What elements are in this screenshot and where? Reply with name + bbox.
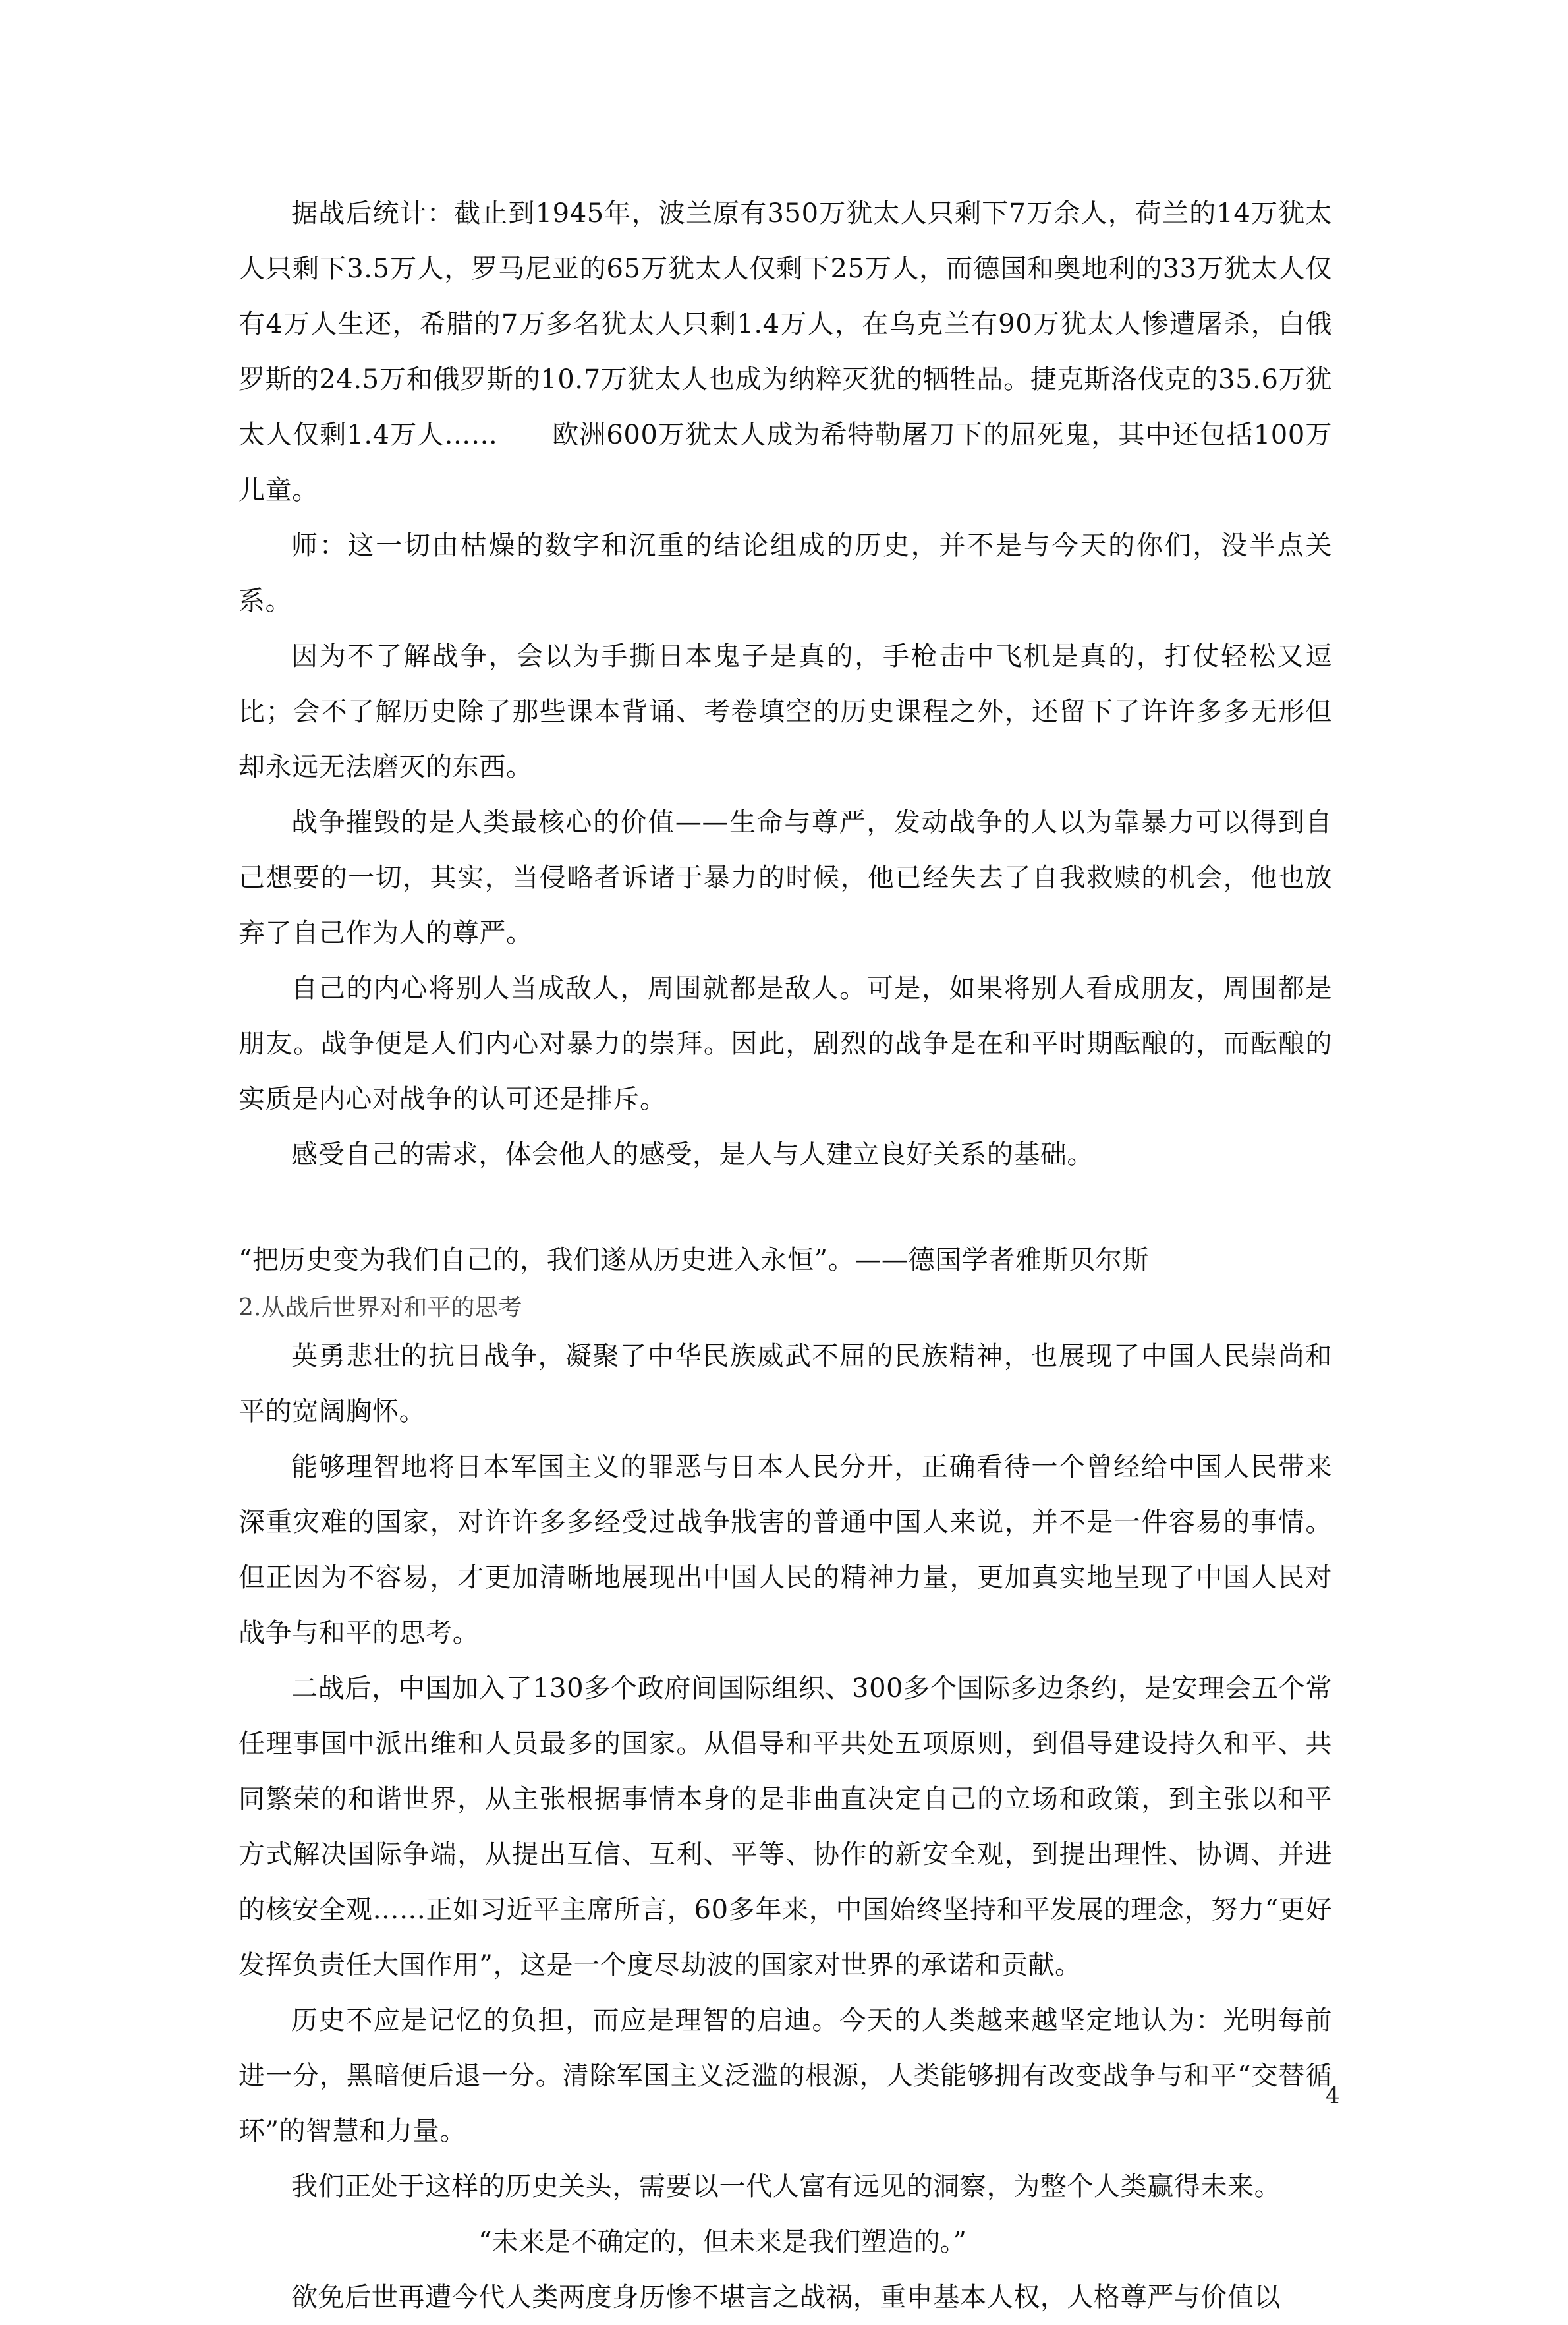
paragraph-statistics: 据战后统计：截止到1945年，波兰原有350万犹太人只剩下7万余人，荷兰的14万犹太人只剩下3.5万人，罗马尼亚的65万犹太人仅剩下25万人，而德国和奥地利的33万犹太人仅有4万人生还，希腊的7万多名犹太人只剩1.4万人，在乌克兰有90万犹太人惨遭屠杀，白俄罗斯的24.5万和俄罗斯的10.7万犹太人也成为纳粹灭犹的牺牲品。捷克斯洛伐克的35.6万犹太人仅剩1.4万人…… 欧洲600万犹太人成为希特勒屠刀下的屈死鬼，其中还包括100万儿童。 <box>238 198 1332 505</box>
paragraph-history-enlightenment: 历史不应是记忆的负担，而应是理智的启迪。今天的人类越来越坚定地认为：光明每前进一分，黑暗便后退一分。清除军国主义泛滥的根源，人类能够拥有改变战争与和平“交替循环”的智慧和力量。 <box>238 2005 1332 2146</box>
paragraph-rational-distinction: 能够理智地将日本军国主义的罪恶与日本人民分开，正确看待一个曾经给中国人民带来深重灾难的国家，对许许多多经受过战争戕害的普通中国人来说，并不是一件容易的事情。但正因为不容易，才更加清晰地展现出中国人民的精神力量，更加真实地呈现了中国人民对战争与和平的思考。 <box>238 1452 1332 1648</box>
paragraph-anti-japanese-war: 英勇悲壮的抗日战争，凝聚了中华民族威武不屈的民族精神，也展现了中国人民崇尚和平的宽阔胸怀。 <box>238 1341 1332 1427</box>
paragraph-teacher-remark: 师：这一切由枯燥的数字和沉重的结论组成的历史，并不是与今天的你们，没半点关系。 <box>238 531 1332 616</box>
paragraph-relationships: 感受自己的需求，体会他人的感受，是人与人建立良好关系的基础。 <box>291 1139 1094 1170</box>
paragraph-historical-juncture: 我们正处于这样的历史关头，需要以一代人富有远见的洞察，为整个人类赢得未来。 <box>291 2171 1281 2202</box>
paragraph-final: 欲免后世再遭今代人类两度身历惨不堪言之战祸，重申基本人权，人格尊严与价值以 <box>291 2282 1281 2312</box>
paragraph-china-after-war: 二战后，中国加入了130多个政府间国际组织、300多个国际多边条约，是安理会五个常任理事国中派出维和人员最多的国家。从倡导和平共处五项原则，到倡导建设持久和平、共同繁荣的和谐世界，从主张根据事情本身的是非曲直决定自己的立场和政策，到主张以和平方式解决国际争端，从提出互信、互利、平等、协作的新安全观，到提出理性、协调、并进的核安全观……正如习近平主席所言，60多年来，中国始终坚持和平发展的理念，努力“更好发挥负责任大国作用”，这是一个度尽劫波的国家对世界的承诺和贡献。 <box>238 1673 1332 1980</box>
document-body <box>238 186 1332 2325</box>
quote-jaspers: “把历史变为我们自己的，我们遂从历史进入永恒”。——德国学者雅斯贝尔斯 <box>238 1245 1149 1275</box>
paragraph-understanding-war: 因为不了解战争，会以为手撕日本鬼子是真的，手枪击中飞机是真的，打仗轻松又逗比；会不了解历史除了那些课本背诵、考卷填空的历史课程之外，还留下了许许多多无形但却永远无法磨灭的东西。 <box>238 641 1332 782</box>
paragraph-gap <box>238 1182 1332 1232</box>
page-number: 4 <box>1326 2082 1340 2109</box>
section-heading: 2.从战后世界对和平的思考 <box>238 1294 522 1321</box>
paragraph-enemies-and-friends: 自己的内心将别人当成敌人，周围就都是敌人。可是，如果将别人看成朋友，周围都是朋友。战争便是人们内心对暴力的崇拜。因此，剧烈的战争是在和平时期酝酿的，而酝酿的实质是内心对战争的认可还是排斥。 <box>238 973 1332 1114</box>
paragraph-war-destroys-values: 战争摧毁的是人类最核心的价值——生命与尊严，发动战争的人以为靠暴力可以得到自己想要的一切，其实，当侵略者诉诸于暴力的时候，他已经失去了自我救赎的机会，他也放弃了自己作为人的尊严。 <box>238 807 1332 948</box>
quote-future: “未来是不确定的，但未来是我们塑造的。” <box>478 2227 966 2257</box>
